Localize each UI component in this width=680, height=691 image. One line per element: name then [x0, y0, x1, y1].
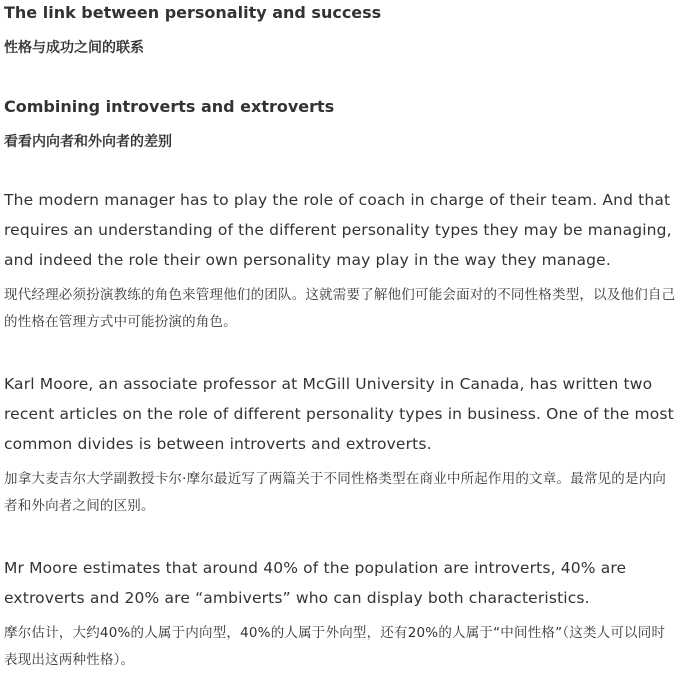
paragraph-english-1: The modern manager has to play the role of coach in charge of their team. And that requires an understanding of the different personality types they may be managing, and indeed the role their own personality may play in the way they manage.	[4, 191, 672, 269]
paragraph-chinese-1: 现代经理必须扮演教练的角色来管理他们的团队。这就需要了解他们可能会面对的不同性格类型，以及他们自己的性格在管理方式中可能扮演的角色。	[4, 287, 676, 330]
heading-english-title: The link between personality and success	[4, 3, 382, 22]
paragraph-chinese-2: 加拿大麦吉尔大学副教授卡尔·摩尔最近写了两篇关于不同性格类型在商业中所起作用的文章。最常见的是内向者和外向者之间的区别。	[4, 471, 667, 514]
paragraph-english-2: Karl Moore, an associate professor at McGill University in Canada, has written two recent articles on the role of different personality types in business. One of the most common divides is between introverts and extroverts.	[4, 375, 674, 453]
heading-chinese-subtitle: 看看内向者和外向者的差别	[4, 134, 172, 150]
paragraph-chinese-3: 摩尔估计，大约40%的人属于内向型，40%的人属于外向型，还有20%的人属于“中间性格”（这类人可以同时表现出这两种性格）。	[4, 625, 666, 668]
paragraph-english-3: Mr Moore estimates that around 40% of the population are introverts, 40% are extroverts and 20% are “ambiverts” who can display both characteristics.	[4, 559, 627, 607]
heading-chinese-title: 性格与成功之间的联系	[4, 40, 144, 56]
heading-english-subtitle: Combining introverts and extroverts	[4, 97, 335, 116]
